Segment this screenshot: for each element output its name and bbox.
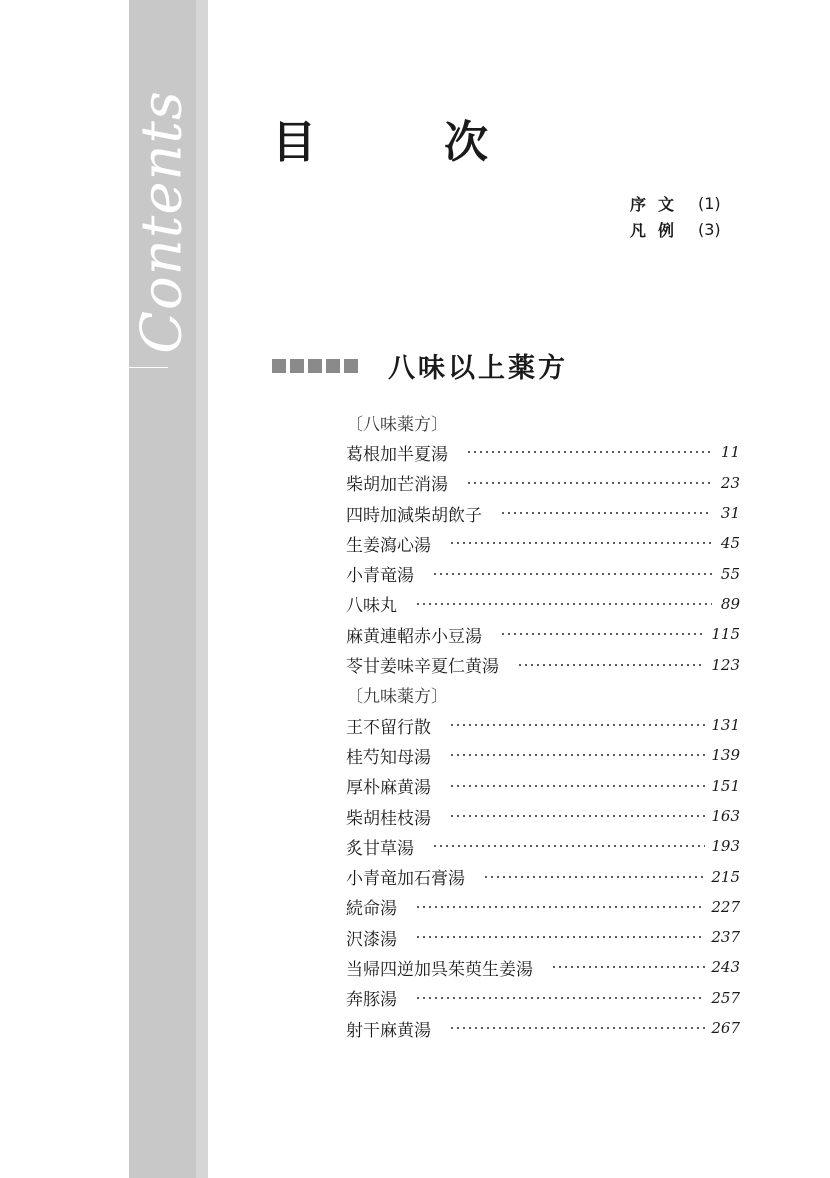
square-icon	[308, 359, 322, 373]
toc-entry-name: 厚朴麻黄湯	[346, 778, 431, 799]
toc-entry[interactable]	[346, 952, 740, 982]
toc-entry-name: 炙甘草湯	[346, 838, 414, 859]
front-matter-page: (3)	[698, 219, 721, 239]
toc-entry-page: 151	[711, 776, 740, 795]
dot-leader	[449, 754, 705, 756]
dot-leader	[415, 936, 705, 938]
section-marker-squares	[272, 359, 358, 373]
dot-leader	[415, 906, 705, 908]
toc-entry[interactable]	[346, 983, 740, 1013]
toc-entry-page: 23	[720, 473, 740, 492]
toc-entry[interactable]	[346, 528, 740, 558]
square-icon	[344, 359, 358, 373]
toc-entry-name: 沢漆湯	[346, 929, 397, 950]
toc-entry-name: 生姜瀉心湯	[346, 535, 431, 556]
toc-entry-name: 続命湯	[346, 899, 397, 920]
dot-leader	[415, 603, 712, 605]
dot-leader	[449, 1027, 705, 1029]
toc-group-label: 〔九味薬方〕	[346, 687, 448, 708]
dot-leader	[466, 482, 712, 484]
toc-entry[interactable]	[346, 740, 740, 770]
toc-entry-name: 王不留行散	[346, 717, 431, 738]
toc-entry[interactable]	[346, 861, 740, 891]
dot-leader	[483, 876, 705, 878]
toc-entry-page: 115	[711, 625, 740, 644]
toc-entry-name: 苓甘姜味辛夏仁黄湯	[346, 657, 499, 678]
dot-leader	[432, 845, 705, 847]
toc-entry-name: 柴胡加芒消湯	[346, 475, 448, 496]
dot-leader	[500, 512, 712, 514]
toc-entry-name: 奔豚湯	[346, 990, 397, 1011]
toc-entry-page: 131	[711, 716, 740, 735]
toc-entry-page: 55	[720, 564, 740, 583]
dot-leader	[449, 785, 705, 787]
toc-entry[interactable]	[346, 892, 740, 922]
dot-leader	[449, 724, 705, 726]
toc-entry-page: 45	[720, 534, 740, 553]
section-heading	[272, 346, 568, 385]
toc-entry-page: 123	[711, 655, 740, 674]
toc-group-label: 〔八味薬方〕	[346, 414, 448, 435]
toc-entry-name: 射干麻黄湯	[346, 1020, 431, 1041]
toc-entry-name: 小青竜加石膏湯	[346, 869, 465, 890]
toc-entry-name: 八味丸	[346, 596, 397, 617]
toc-entry-page: 215	[711, 867, 740, 886]
square-icon	[290, 359, 304, 373]
dot-leader	[517, 664, 705, 666]
sidebar-strip	[196, 0, 208, 1178]
front-matter-page: (1)	[698, 193, 721, 213]
toc-group-heading	[346, 407, 740, 437]
toc-group-heading	[346, 680, 740, 710]
sidebar-contents-word: Contents	[129, 90, 195, 354]
toc-entry-name: 柴胡桂枝湯	[346, 808, 431, 829]
toc-entry-page: 237	[711, 928, 740, 947]
toc-entry[interactable]	[346, 558, 740, 588]
toc-entry[interactable]	[346, 922, 740, 952]
toc-entry-page: 31	[720, 504, 740, 523]
front-matter-preface[interactable]	[630, 190, 721, 216]
square-icon	[326, 359, 340, 373]
toc-entry-page: 227	[711, 897, 740, 916]
front-matter-label: 序文	[630, 194, 687, 214]
toc-entry[interactable]	[346, 498, 740, 528]
toc-entry-page: 257	[711, 988, 740, 1007]
toc-entry[interactable]	[346, 437, 740, 467]
square-icon	[272, 359, 286, 373]
toc-entry[interactable]	[346, 468, 740, 498]
dot-leader	[449, 815, 705, 817]
sidebar-divider	[129, 367, 168, 368]
dot-leader	[500, 633, 705, 635]
toc-entry-page: 163	[711, 807, 740, 825]
toc-entry-page: 11	[720, 443, 740, 462]
toc-entry-name: 葛根加半夏湯	[346, 444, 448, 465]
toc-entry-name: 当帰四逆加呉茱萸生姜湯	[346, 959, 533, 980]
toc-entry-page: 89	[720, 594, 740, 613]
toc-entry[interactable]	[346, 619, 740, 649]
toc-entry-name: 小青竜湯	[346, 566, 414, 587]
toc-entry[interactable]	[346, 771, 740, 801]
dot-leader	[449, 542, 712, 544]
toc-entry[interactable]	[346, 831, 740, 861]
page-title: 目 次	[272, 117, 530, 168]
toc-entry-page: 139	[711, 746, 740, 765]
toc-entry-page: 193	[711, 837, 740, 856]
front-matter-list	[630, 190, 721, 242]
toc-entry-page: 267	[711, 1019, 740, 1038]
section-title: 八味以上薬方	[388, 353, 568, 384]
dot-leader	[415, 997, 705, 999]
toc-entry[interactable]	[346, 710, 740, 740]
toc-entry-name: 桂芍知母湯	[346, 747, 431, 768]
dot-leader	[466, 451, 712, 453]
toc-entry[interactable]	[346, 1013, 740, 1043]
toc-entry-name: 四時加減柴胡飲子	[346, 505, 482, 526]
front-matter-notes[interactable]	[630, 216, 721, 242]
toc-list	[346, 407, 740, 1043]
dot-leader	[551, 966, 705, 968]
toc-entry[interactable]	[346, 801, 740, 831]
toc-entry[interactable]	[346, 649, 740, 679]
dot-leader	[432, 573, 712, 575]
front-matter-label: 凡例	[630, 220, 687, 240]
toc-entry-name: 麻黄連軺赤小豆湯	[346, 626, 482, 647]
toc-entry-page: 243	[711, 958, 740, 977]
toc-entry[interactable]	[346, 589, 740, 619]
